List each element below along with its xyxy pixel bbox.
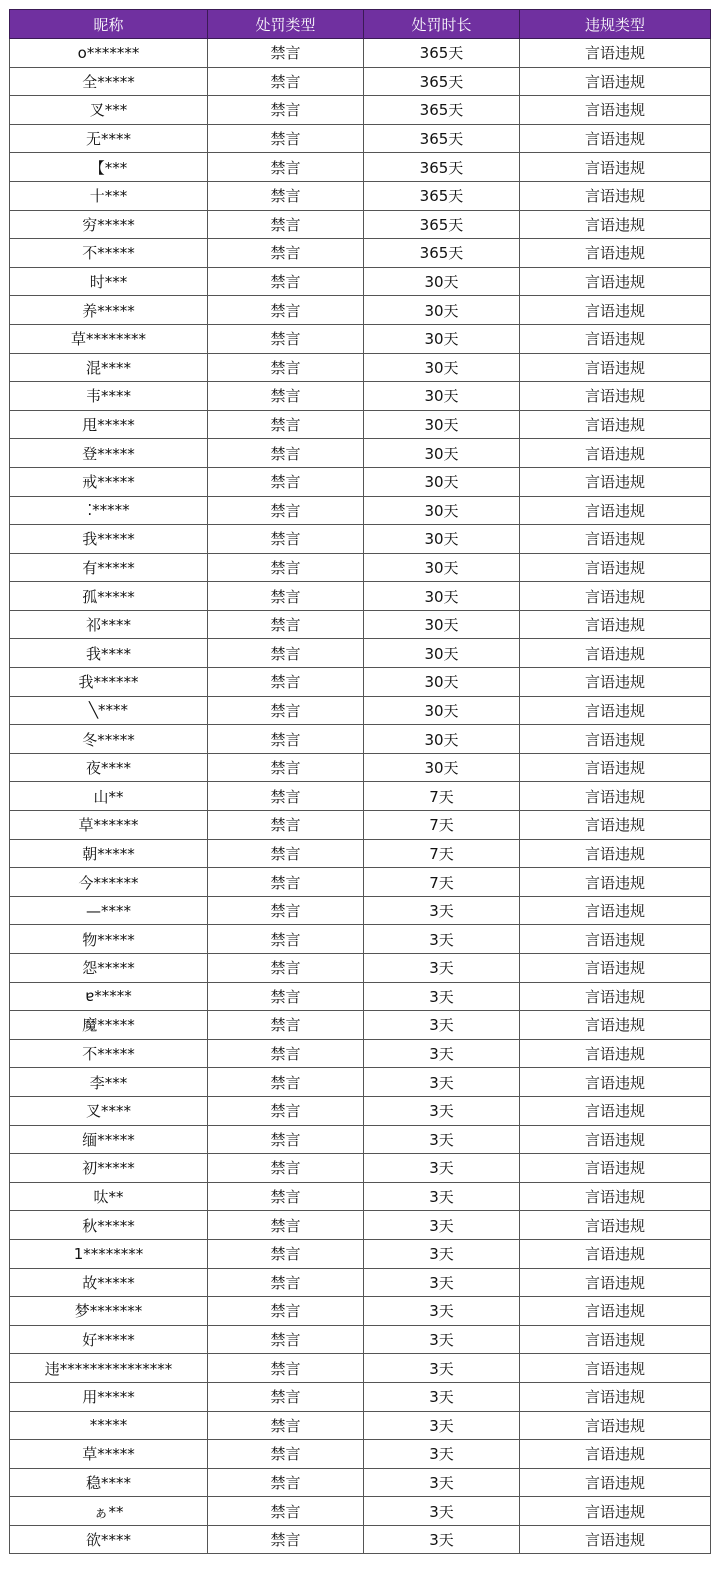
violation-type-cell: 言语违规 [520, 39, 711, 68]
nickname-cell: 全***** [10, 67, 208, 96]
punishment-duration-cell: 30天 [364, 639, 520, 668]
punishment-type-cell: 禁言 [208, 1096, 364, 1125]
violation-type-cell: 言语违规 [520, 696, 711, 725]
nickname-cell: 朝***** [10, 839, 208, 868]
punishment-duration-cell: 3天 [364, 1182, 520, 1211]
violation-type-cell: 言语违规 [520, 954, 711, 983]
nickname-cell: 物***** [10, 925, 208, 954]
violation-type-cell: 言语违规 [520, 1325, 711, 1354]
punishment-duration-cell: 30天 [364, 610, 520, 639]
punishment-duration-cell: 30天 [364, 382, 520, 411]
punishment-duration-cell: 3天 [364, 1525, 520, 1554]
table-row [10, 1440, 711, 1469]
header-punishment-duration: 处罚时长 [364, 10, 520, 39]
table-row [10, 1354, 711, 1383]
punishment-duration-cell: 3天 [364, 1325, 520, 1354]
nickname-cell: 孤***** [10, 582, 208, 611]
violation-type-cell: 言语违规 [520, 525, 711, 554]
violation-type-cell: 言语违规 [520, 382, 711, 411]
table-row [10, 639, 711, 668]
punishment-type-cell: 禁言 [208, 1382, 364, 1411]
table-row [10, 124, 711, 153]
table-row [10, 1411, 711, 1440]
punishment-duration-cell: 365天 [364, 39, 520, 68]
table-row [10, 1525, 711, 1554]
table-row [10, 1268, 711, 1297]
violation-type-cell: 言语违规 [520, 1154, 711, 1183]
table-row [10, 1239, 711, 1268]
punishment-duration-cell: 7天 [364, 811, 520, 840]
violation-type-cell: 言语违规 [520, 811, 711, 840]
violation-type-cell: 言语违规 [520, 324, 711, 353]
punishment-duration-cell: 3天 [364, 1497, 520, 1526]
nickname-cell: 【*** [10, 153, 208, 182]
violation-type-cell: 言语违规 [520, 1297, 711, 1326]
table-row [10, 353, 711, 382]
table-row [10, 725, 711, 754]
punishment-type-cell: 禁言 [208, 1039, 364, 1068]
table-row [10, 868, 711, 897]
punishment-type-cell: 禁言 [208, 610, 364, 639]
table-row [10, 467, 711, 496]
violation-type-cell: 言语违规 [520, 896, 711, 925]
punishment-duration-cell: 30天 [364, 296, 520, 325]
table-row [10, 96, 711, 125]
violation-type-cell: 言语违规 [520, 1497, 711, 1526]
punishment-duration-cell: 365天 [364, 124, 520, 153]
table-row [10, 267, 711, 296]
table-row [10, 67, 711, 96]
nickname-cell: 韦**** [10, 382, 208, 411]
nickname-cell: ***** [10, 1411, 208, 1440]
violation-type-cell: 言语违规 [520, 639, 711, 668]
punishment-duration-cell: 3天 [364, 954, 520, 983]
violation-type-cell: 言语违规 [520, 1096, 711, 1125]
punishment-duration-cell: 30天 [364, 467, 520, 496]
punishment-type-cell: 禁言 [208, 1354, 364, 1383]
punishment-duration-cell: 3天 [364, 1011, 520, 1040]
punishment-duration-cell: 30天 [364, 267, 520, 296]
punishment-type-cell: 禁言 [208, 1268, 364, 1297]
punishment-type-cell: 禁言 [208, 525, 364, 554]
punishment-type-cell: 禁言 [208, 925, 364, 954]
violation-type-cell: 言语违规 [520, 610, 711, 639]
violation-type-cell: 言语违规 [520, 782, 711, 811]
table-row [10, 1468, 711, 1497]
punishment-type-cell: 禁言 [208, 1468, 364, 1497]
punishment-type-cell: 禁言 [208, 124, 364, 153]
punishment-duration-cell: 30天 [364, 553, 520, 582]
punishment-type-cell: 禁言 [208, 410, 364, 439]
punishment-duration-cell: 3天 [364, 1297, 520, 1326]
punishment-type-cell: 禁言 [208, 39, 364, 68]
table-row [10, 410, 711, 439]
punishment-duration-cell: 365天 [364, 210, 520, 239]
punishment-type-cell: 禁言 [208, 725, 364, 754]
table-row [10, 525, 711, 554]
nickname-cell: 李*** [10, 1068, 208, 1097]
nickname-cell: 梦******* [10, 1297, 208, 1326]
table-body [10, 39, 711, 1554]
nickname-cell: o******* [10, 39, 208, 68]
violation-type-cell: 言语违规 [520, 1525, 711, 1554]
nickname-cell: 叉*** [10, 96, 208, 125]
punishment-type-cell: 禁言 [208, 239, 364, 268]
violation-type-cell: 言语违规 [520, 124, 711, 153]
punishment-type-cell: 禁言 [208, 324, 364, 353]
violation-type-cell: 言语违规 [520, 1239, 711, 1268]
violation-type-cell: 言语违规 [520, 496, 711, 525]
punishment-type-cell: 禁言 [208, 1068, 364, 1097]
punishment-duration-cell: 3天 [364, 1039, 520, 1068]
punishment-type-cell: 禁言 [208, 153, 364, 182]
violation-type-cell: 言语违规 [520, 153, 711, 182]
table-row [10, 925, 711, 954]
punishment-type-cell: 禁言 [208, 839, 364, 868]
nickname-cell: 我***** [10, 525, 208, 554]
nickname-cell: 穷***** [10, 210, 208, 239]
nickname-cell: 好***** [10, 1325, 208, 1354]
nickname-cell: 草****** [10, 811, 208, 840]
table-row [10, 954, 711, 983]
violation-type-cell: 言语违规 [520, 868, 711, 897]
nickname-cell: ɐ***** [10, 982, 208, 1011]
header-punishment-type: 处罚类型 [208, 10, 364, 39]
nickname-cell: 甩***** [10, 410, 208, 439]
punishment-type-cell: 禁言 [208, 1297, 364, 1326]
table-row [10, 1039, 711, 1068]
punishment-duration-cell: 3天 [364, 1468, 520, 1497]
punishment-type-cell: 禁言 [208, 439, 364, 468]
nickname-cell: 初***** [10, 1154, 208, 1183]
punishment-type-cell: 禁言 [208, 1239, 364, 1268]
violation-type-cell: 言语违规 [520, 582, 711, 611]
violation-type-cell: 言语违规 [520, 1440, 711, 1469]
punishment-type-cell: 禁言 [208, 267, 364, 296]
punishment-duration-cell: 3天 [364, 1125, 520, 1154]
table-row [10, 39, 711, 68]
table-row [10, 1011, 711, 1040]
table-row [10, 553, 711, 582]
punishment-type-cell: 禁言 [208, 67, 364, 96]
table-row [10, 896, 711, 925]
punishment-duration-cell: 3天 [364, 1440, 520, 1469]
violation-type-cell: 言语违规 [520, 410, 711, 439]
table-row [10, 1068, 711, 1097]
punishment-duration-cell: 365天 [364, 153, 520, 182]
punishment-duration-cell: 3天 [364, 1211, 520, 1240]
punishment-type-cell: 禁言 [208, 1154, 364, 1183]
punishment-duration-cell: 30天 [364, 668, 520, 697]
table-row [10, 324, 711, 353]
punishment-type-cell: 禁言 [208, 753, 364, 782]
violation-type-cell: 言语违规 [520, 239, 711, 268]
nickname-cell: —**** [10, 896, 208, 925]
violation-type-cell: 言语违规 [520, 267, 711, 296]
punishment-type-cell: 禁言 [208, 1525, 364, 1554]
table-row [10, 153, 711, 182]
punishment-duration-cell: 365天 [364, 181, 520, 210]
violation-type-cell: 言语违规 [520, 1211, 711, 1240]
table-row [10, 982, 711, 1011]
violation-type-cell: 言语违规 [520, 1011, 711, 1040]
punishment-type-cell: 禁言 [208, 782, 364, 811]
punishment-duration-cell: 365天 [364, 96, 520, 125]
punishment-duration-cell: 3天 [364, 982, 520, 1011]
nickname-cell: 十*** [10, 181, 208, 210]
violation-type-cell: 言语违规 [520, 925, 711, 954]
punishment-type-cell: 禁言 [208, 868, 364, 897]
punishment-type-cell: 禁言 [208, 496, 364, 525]
table-row [10, 239, 711, 268]
table-row [10, 811, 711, 840]
table-row [10, 582, 711, 611]
punishment-type-cell: 禁言 [208, 96, 364, 125]
violation-type-cell: 言语违规 [520, 1039, 711, 1068]
punishment-type-cell: 禁言 [208, 982, 364, 1011]
table-row [10, 382, 711, 411]
violation-type-cell: 言语违规 [520, 210, 711, 239]
table-row [10, 610, 711, 639]
punishment-duration-cell: 30天 [364, 410, 520, 439]
table-row [10, 1096, 711, 1125]
nickname-cell: 今****** [10, 868, 208, 897]
table-row [10, 1297, 711, 1326]
punishment-duration-cell: 3天 [364, 1268, 520, 1297]
punishment-type-cell: 禁言 [208, 296, 364, 325]
nickname-cell: 夜**** [10, 753, 208, 782]
punishment-type-cell: 禁言 [208, 582, 364, 611]
nickname-cell: 草******** [10, 324, 208, 353]
punishment-type-cell: 禁言 [208, 1125, 364, 1154]
table-row [10, 1325, 711, 1354]
header-violation-type: 违规类型 [520, 10, 711, 39]
punishment-duration-cell: 3天 [364, 1354, 520, 1383]
table-row [10, 1125, 711, 1154]
punishment-type-cell: 禁言 [208, 639, 364, 668]
punishment-duration-cell: 3天 [364, 1411, 520, 1440]
table-row [10, 496, 711, 525]
nickname-cell: 叉**** [10, 1096, 208, 1125]
punishment-duration-cell: 365天 [364, 67, 520, 96]
violation-type-cell: 言语违规 [520, 553, 711, 582]
table-row [10, 1211, 711, 1240]
table-row [10, 1497, 711, 1526]
table-row [10, 696, 711, 725]
punishment-duration-cell: 3天 [364, 1239, 520, 1268]
nickname-cell: 我**** [10, 639, 208, 668]
nickname-cell: 故***** [10, 1268, 208, 1297]
nickname-cell: 魔***** [10, 1011, 208, 1040]
punishment-duration-cell: 7天 [364, 839, 520, 868]
table-row [10, 1154, 711, 1183]
violation-type-cell: 言语违规 [520, 725, 711, 754]
violation-type-cell: 言语违规 [520, 353, 711, 382]
nickname-cell: 呔** [10, 1182, 208, 1211]
punishment-table [9, 9, 711, 1554]
nickname-cell: 登***** [10, 439, 208, 468]
violation-type-cell: 言语违规 [520, 1182, 711, 1211]
punishment-duration-cell: 7天 [364, 868, 520, 897]
punishment-duration-cell: 7天 [364, 782, 520, 811]
violation-type-cell: 言语违规 [520, 1354, 711, 1383]
punishment-duration-cell: 30天 [364, 496, 520, 525]
nickname-cell: 混**** [10, 353, 208, 382]
table-row [10, 181, 711, 210]
table-row [10, 439, 711, 468]
punishment-type-cell: 禁言 [208, 210, 364, 239]
nickname-cell: ぁ** [10, 1497, 208, 1526]
punishment-type-cell: 禁言 [208, 696, 364, 725]
violation-type-cell: 言语违规 [520, 67, 711, 96]
violation-type-cell: 言语违规 [520, 753, 711, 782]
nickname-cell: ╲**** [10, 696, 208, 725]
violation-type-cell: 言语违规 [520, 439, 711, 468]
nickname-cell: 秋***** [10, 1211, 208, 1240]
violation-type-cell: 言语违规 [520, 1468, 711, 1497]
violation-type-cell: 言语违规 [520, 296, 711, 325]
punishment-table-container [9, 9, 711, 1554]
nickname-cell: ⁚***** [10, 496, 208, 525]
punishment-duration-cell: 365天 [364, 239, 520, 268]
nickname-cell: 有***** [10, 553, 208, 582]
violation-type-cell: 言语违规 [520, 982, 711, 1011]
punishment-type-cell: 禁言 [208, 1411, 364, 1440]
punishment-type-cell: 禁言 [208, 353, 364, 382]
punishment-duration-cell: 3天 [364, 1154, 520, 1183]
table-row [10, 1182, 711, 1211]
nickname-cell: 冬***** [10, 725, 208, 754]
nickname-cell: 1******** [10, 1239, 208, 1268]
nickname-cell: 怨***** [10, 954, 208, 983]
punishment-type-cell: 禁言 [208, 954, 364, 983]
nickname-cell: 欲**** [10, 1525, 208, 1554]
nickname-cell: 我****** [10, 668, 208, 697]
punishment-type-cell: 禁言 [208, 811, 364, 840]
punishment-type-cell: 禁言 [208, 1182, 364, 1211]
punishment-type-cell: 禁言 [208, 1011, 364, 1040]
violation-type-cell: 言语违规 [520, 668, 711, 697]
table-row [10, 1382, 711, 1411]
violation-type-cell: 言语违规 [520, 1268, 711, 1297]
punishment-type-cell: 禁言 [208, 896, 364, 925]
violation-type-cell: 言语违规 [520, 467, 711, 496]
punishment-type-cell: 禁言 [208, 1497, 364, 1526]
nickname-cell: 戒***** [10, 467, 208, 496]
punishment-duration-cell: 3天 [364, 1382, 520, 1411]
punishment-type-cell: 禁言 [208, 181, 364, 210]
punishment-duration-cell: 30天 [364, 725, 520, 754]
punishment-type-cell: 禁言 [208, 668, 364, 697]
punishment-duration-cell: 30天 [364, 753, 520, 782]
table-row [10, 296, 711, 325]
punishment-type-cell: 禁言 [208, 382, 364, 411]
violation-type-cell: 言语违规 [520, 1068, 711, 1097]
table-row [10, 668, 711, 697]
punishment-duration-cell: 30天 [364, 439, 520, 468]
table-row [10, 210, 711, 239]
punishment-type-cell: 禁言 [208, 1211, 364, 1240]
nickname-cell: 山** [10, 782, 208, 811]
nickname-cell: 不***** [10, 1039, 208, 1068]
nickname-cell: 违*************** [10, 1354, 208, 1383]
table-row [10, 753, 711, 782]
punishment-duration-cell: 30天 [364, 696, 520, 725]
violation-type-cell: 言语违规 [520, 1382, 711, 1411]
nickname-cell: 稳**** [10, 1468, 208, 1497]
nickname-cell: 祁**** [10, 610, 208, 639]
nickname-cell: 养***** [10, 296, 208, 325]
violation-type-cell: 言语违规 [520, 181, 711, 210]
punishment-type-cell: 禁言 [208, 1440, 364, 1469]
punishment-duration-cell: 3天 [364, 925, 520, 954]
violation-type-cell: 言语违规 [520, 1411, 711, 1440]
violation-type-cell: 言语违规 [520, 839, 711, 868]
punishment-duration-cell: 3天 [364, 1068, 520, 1097]
punishment-duration-cell: 3天 [364, 1096, 520, 1125]
nickname-cell: 用***** [10, 1382, 208, 1411]
punishment-type-cell: 禁言 [208, 553, 364, 582]
nickname-cell: 草***** [10, 1440, 208, 1469]
header-nickname: 昵称 [10, 10, 208, 39]
punishment-type-cell: 禁言 [208, 1325, 364, 1354]
punishment-type-cell: 禁言 [208, 467, 364, 496]
nickname-cell: 时*** [10, 267, 208, 296]
punishment-duration-cell: 30天 [364, 525, 520, 554]
nickname-cell: 无**** [10, 124, 208, 153]
table-row [10, 839, 711, 868]
punishment-duration-cell: 3天 [364, 896, 520, 925]
table-row [10, 782, 711, 811]
punishment-duration-cell: 30天 [364, 353, 520, 382]
violation-type-cell: 言语违规 [520, 1125, 711, 1154]
punishment-duration-cell: 30天 [364, 582, 520, 611]
nickname-cell: 缅***** [10, 1125, 208, 1154]
violation-type-cell: 言语违规 [520, 96, 711, 125]
table-header-row [10, 10, 711, 39]
punishment-duration-cell: 30天 [364, 324, 520, 353]
nickname-cell: 不***** [10, 239, 208, 268]
